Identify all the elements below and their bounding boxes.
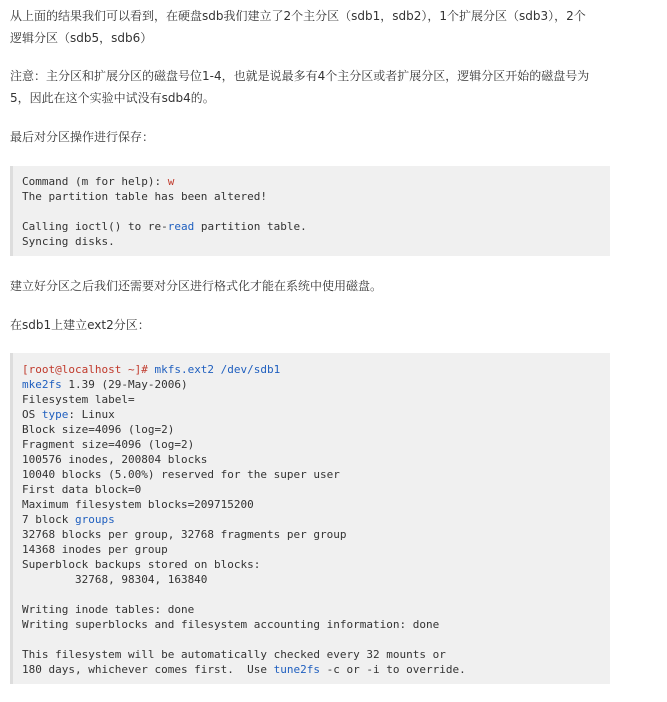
code-token-keyword: tune2fs (273, 663, 321, 676)
code-line (22, 663, 466, 676)
code-token-keyword: mke2fs (22, 378, 62, 391)
code-line (22, 513, 115, 526)
code-line (22, 220, 307, 233)
code-token: Command (m for help): (22, 175, 168, 188)
code-token: : Linux (68, 408, 115, 421)
code-text (13, 174, 610, 249)
code-line: 32768, 98304, 163840 (22, 573, 208, 586)
code-token: -c or -i to override. (320, 663, 466, 676)
paragraph-line: 注意：主分区和扩展分区的磁盘号位1-4，也就是说最多有4个主分区或者扩展分区，逻辑分区开始的磁盘号为 (10, 69, 590, 83)
paragraph-format-intro: 建立好分区之后我们还需要对分区进行格式化才能在系统中使用磁盘。 (10, 279, 383, 293)
code-block-save (10, 166, 610, 256)
paragraph-note (10, 65, 610, 109)
code-block-mkfs (10, 353, 610, 684)
code-token-keyword: read (167, 220, 195, 233)
code-line: Filesystem label= (22, 393, 135, 406)
code-line (22, 363, 280, 376)
paragraph-ext2-intro: 在sdb1上建立ext2分区： (10, 318, 150, 332)
code-token-keyword: groups (74, 513, 115, 526)
paragraph-partition-result (10, 5, 610, 49)
code-token: 180 days, whichever comes first. Use (22, 663, 274, 676)
code-token: 1.39 (29-May-2006) (61, 378, 188, 391)
code-line: This filesystem will be automatically checked every 32 mounts or (22, 648, 446, 661)
code-text (13, 362, 610, 677)
code-line: 10040 blocks (5.00%) reserved for the super user (22, 468, 340, 481)
code-token: 7 block (22, 513, 75, 526)
code-line (22, 378, 188, 391)
code-line: 32768 blocks per group, 32768 fragments per group (22, 528, 347, 541)
shell-prompt: [root@localhost ~]# (22, 363, 155, 376)
code-line: First data block=0 (22, 483, 142, 496)
code-token-keyword: w (167, 175, 175, 188)
code-line (22, 408, 115, 421)
code-line: 14368 inodes per group (22, 543, 168, 556)
code-line: Writing superblocks and filesystem accounting information: done (22, 618, 440, 631)
code-token: Calling ioctl() to re- (22, 220, 168, 233)
code-line: Superblock backups stored on blocks: (22, 558, 261, 571)
code-line (22, 175, 174, 188)
code-token: OS (22, 408, 42, 421)
paragraph-line: 逻辑分区（sdb5，sdb6） (10, 31, 153, 45)
code-line: Fragment size=4096 (log=2) (22, 438, 195, 451)
paragraph-save-intro: 最后对分区操作进行保存： (10, 130, 155, 144)
code-line: Maximum filesystem blocks=209715200 (22, 498, 254, 511)
code-line: The partition table has been altered! (22, 190, 268, 203)
shell-command: mkfs.ext2 /dev/sdb1 (154, 363, 281, 376)
code-token-keyword: type (41, 408, 69, 421)
code-line: Syncing disks. (22, 235, 115, 248)
paragraph-line: 从上面的结果我们可以看到，在硬盘sdb我们建立了2个主分区（sdb1，sdb2），1个扩展分区（sdb3），2个 (10, 9, 586, 23)
paragraph-line: 5，因此在这个实验中试没有sdb4的。 (10, 91, 215, 105)
code-line: 100576 inodes, 200804 blocks (22, 453, 208, 466)
code-token: partition table. (194, 220, 307, 233)
code-line: Block size=4096 (log=2) (22, 423, 175, 436)
code-line: Writing inode tables: done (22, 603, 195, 616)
